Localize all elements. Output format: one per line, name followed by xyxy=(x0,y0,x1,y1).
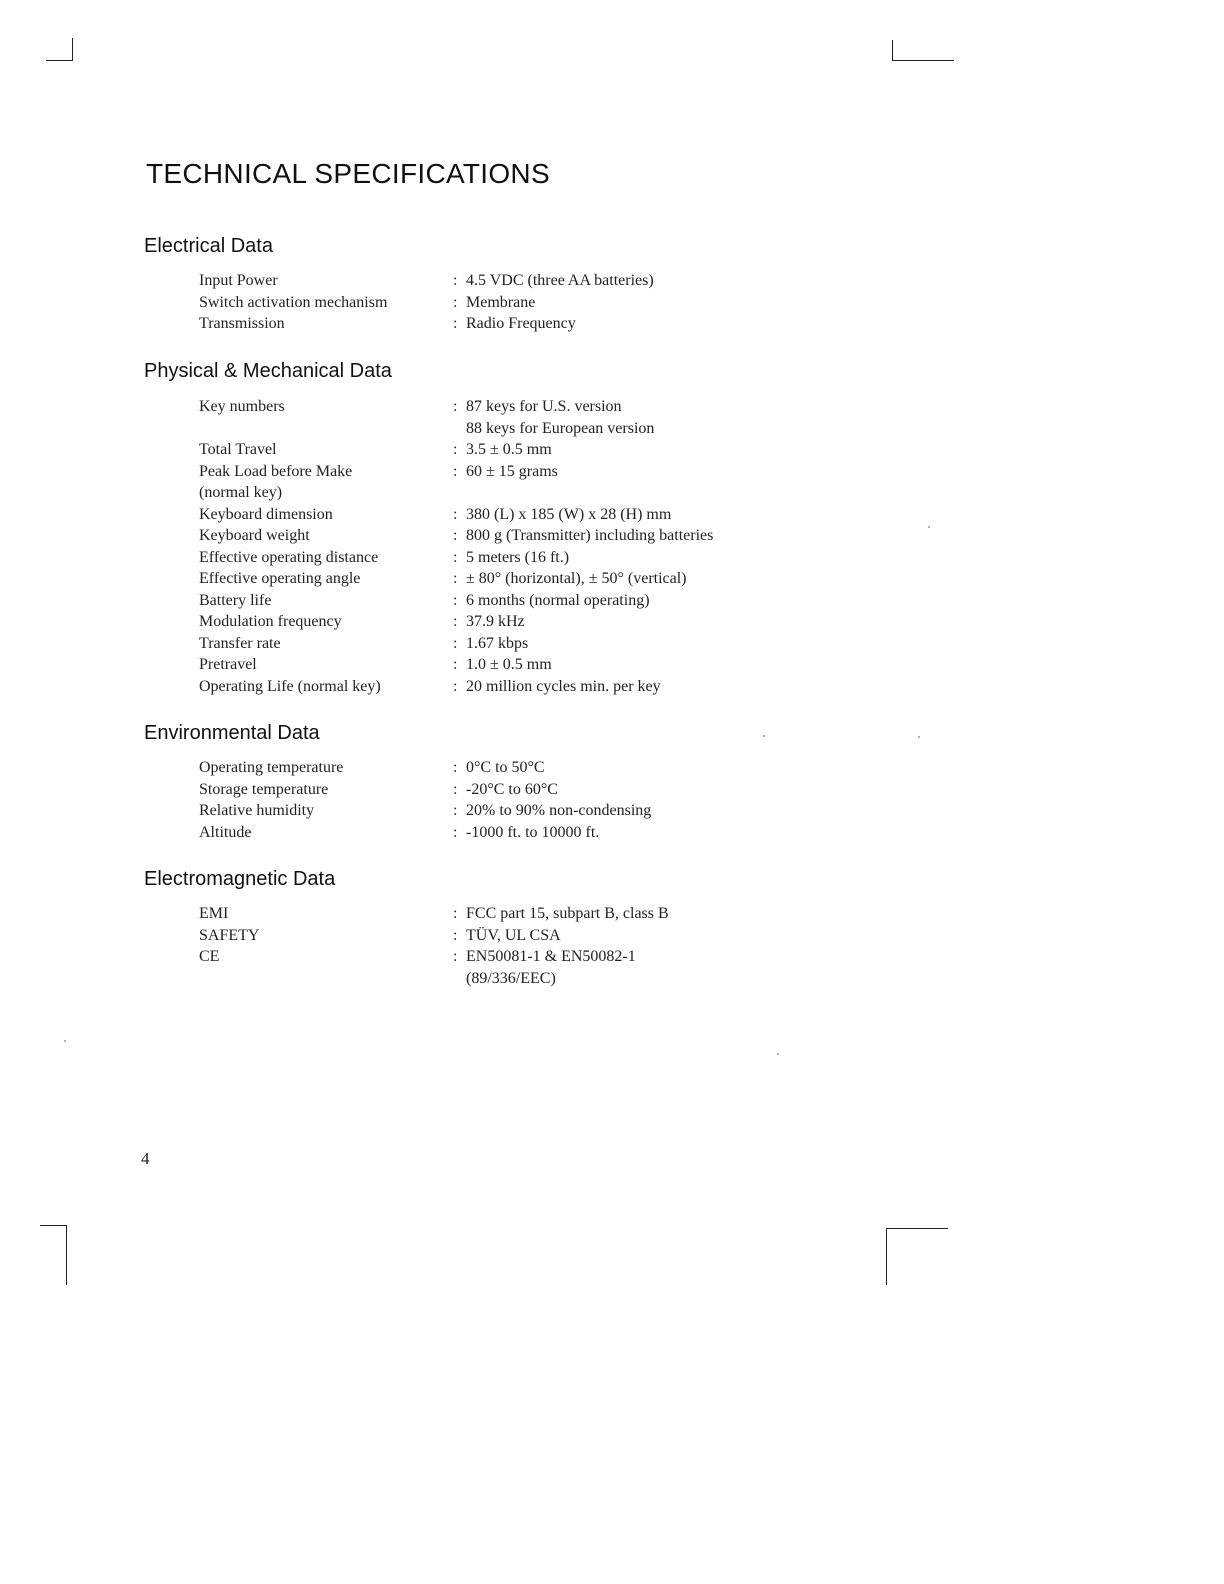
spec-label: Effective operating distance xyxy=(199,548,379,566)
spec-list-electromagnetic xyxy=(199,903,799,989)
spec-label: Switch activation mechanism xyxy=(199,293,388,311)
spec-separator: : xyxy=(453,591,458,609)
spec-separator: : xyxy=(453,634,458,652)
spec-row xyxy=(199,547,799,569)
spec-value: FCC part 15, subpart B, class B xyxy=(466,905,669,922)
spec-value: 0°C to 50°C xyxy=(466,759,545,776)
spec-value: 1.0 ± 0.5 mm xyxy=(466,656,552,673)
spec-value: 5 meters (16 ft.) xyxy=(466,548,570,566)
spec-row xyxy=(199,779,799,801)
spec-value: 4.5 VDC (three AA batteries) xyxy=(466,272,654,289)
section-heading-electrical: Electrical Data xyxy=(144,235,273,257)
spec-label: Key numbers xyxy=(199,398,285,415)
spec-row xyxy=(199,946,799,989)
spec-value: 380 (L) x 185 (W) x 28 (H) mm xyxy=(466,505,672,523)
spec-separator: : xyxy=(453,548,458,566)
spec-value: Membrane xyxy=(466,293,536,311)
spec-separator: : xyxy=(453,527,458,544)
spec-separator: : xyxy=(453,926,458,944)
spec-separator: : xyxy=(453,462,458,480)
spec-row xyxy=(199,270,799,292)
spec-row xyxy=(199,903,799,925)
section-heading-physical-mechanical: Physical & Mechanical Data xyxy=(144,360,392,382)
spec-separator: : xyxy=(453,315,458,332)
spec-label: EMI xyxy=(199,905,229,922)
scan-speck xyxy=(763,735,765,737)
spec-label: Storage temperature xyxy=(199,780,329,798)
spec-label: Keyboard weight xyxy=(199,527,310,544)
spec-separator: : xyxy=(453,570,458,587)
spec-separator: : xyxy=(453,441,458,458)
spec-label: Transfer rate xyxy=(199,634,281,652)
spec-row xyxy=(199,439,799,461)
spec-label: Altitude xyxy=(199,823,252,841)
crop-mark-top-left xyxy=(72,38,73,61)
spec-list-electrical xyxy=(199,270,799,335)
spec-row xyxy=(199,504,799,526)
scan-speck xyxy=(918,736,920,738)
spec-separator: : xyxy=(453,272,458,289)
spec-row xyxy=(199,757,799,779)
crop-mark-top-right xyxy=(892,40,893,60)
spec-label: Relative humidity xyxy=(199,802,315,819)
spec-separator: : xyxy=(453,823,458,841)
spec-value: -20°C to 60°C xyxy=(466,780,558,798)
spec-value: ± 80° (horizontal), ± 50° (vertical) xyxy=(466,570,687,587)
page-title: TECHNICAL SPECIFICATIONS xyxy=(146,158,550,189)
spec-list-environmental xyxy=(199,757,799,843)
spec-value: 87 keys for U.S. version 88 keys for European version xyxy=(466,398,655,437)
spec-separator: : xyxy=(453,948,458,965)
spec-row xyxy=(199,633,799,655)
spec-row xyxy=(199,590,799,612)
spec-label: CE xyxy=(199,948,220,965)
spec-separator: : xyxy=(453,398,458,415)
spec-list-physical-mechanical xyxy=(199,396,799,697)
spec-label: Effective operating angle xyxy=(199,570,361,587)
spec-label: Operating temperature xyxy=(199,759,344,776)
spec-label: Operating Life (normal key) xyxy=(199,677,381,695)
spec-label: Battery life xyxy=(199,591,272,609)
spec-separator: : xyxy=(453,293,458,311)
spec-row xyxy=(199,396,799,439)
spec-separator: : xyxy=(453,905,458,922)
spec-row xyxy=(199,925,799,947)
spec-label: Peak Load before Make (normal key) xyxy=(199,462,353,501)
spec-value: 1.67 kbps xyxy=(466,634,529,652)
crop-mark-bottom-left xyxy=(40,1225,67,1226)
spec-row xyxy=(199,611,799,633)
spec-value: 800 g (Transmitter) including batteries xyxy=(466,527,714,544)
scan-speck xyxy=(777,1053,779,1055)
spec-value: 20 million cycles min. per key xyxy=(466,677,661,695)
spec-label: SAFETY xyxy=(199,926,260,944)
spec-label: Pretravel xyxy=(199,656,257,673)
spec-row xyxy=(199,568,799,590)
spec-separator: : xyxy=(453,613,458,630)
spec-row xyxy=(199,461,799,504)
spec-label: Transmission xyxy=(199,315,285,332)
scan-speck xyxy=(928,526,930,528)
spec-separator: : xyxy=(453,759,458,776)
spec-value: Radio Frequency xyxy=(466,315,576,332)
crop-mark-bottom-right xyxy=(886,1228,887,1285)
spec-separator: : xyxy=(453,677,458,695)
spec-label: Modulation frequency xyxy=(199,613,342,630)
spec-value: 60 ± 15 grams xyxy=(466,462,558,480)
spec-value: -1000 ft. to 10000 ft. xyxy=(466,823,600,841)
spec-value: 37.9 kHz xyxy=(466,613,525,630)
spec-separator: : xyxy=(453,505,458,523)
spec-label: Keyboard dimension xyxy=(199,505,333,523)
spec-separator: : xyxy=(453,780,458,798)
spec-value: 6 months (normal operating) xyxy=(466,591,650,609)
spec-row xyxy=(199,800,799,822)
spec-row xyxy=(199,292,799,314)
spec-row xyxy=(199,822,799,844)
crop-mark-bottom-left xyxy=(66,1225,67,1285)
page-number: 4 xyxy=(141,1149,150,1168)
crop-mark-top-left xyxy=(46,60,72,61)
spec-value: 3.5 ± 0.5 mm xyxy=(466,441,552,458)
crop-mark-top-right xyxy=(892,60,954,61)
spec-row xyxy=(199,525,799,547)
spec-value: EN50081-1 & EN50082-1 (89/336/EEC) xyxy=(466,948,636,987)
spec-separator: : xyxy=(453,656,458,673)
section-heading-electromagnetic: Electromagnetic Data xyxy=(144,868,336,890)
spec-row xyxy=(199,676,799,698)
spec-value: TÜV, UL CSA xyxy=(466,926,561,944)
section-heading-environmental: Environmental Data xyxy=(144,722,320,744)
spec-value: 20% to 90% non-condensing xyxy=(466,802,652,819)
spec-row xyxy=(199,313,799,335)
spec-row xyxy=(199,654,799,676)
spec-separator: : xyxy=(453,802,458,819)
scan-speck xyxy=(64,1040,66,1042)
crop-mark-bottom-right xyxy=(886,1228,948,1229)
spec-label: Total Travel xyxy=(199,441,277,458)
spec-label: Input Power xyxy=(199,272,278,289)
